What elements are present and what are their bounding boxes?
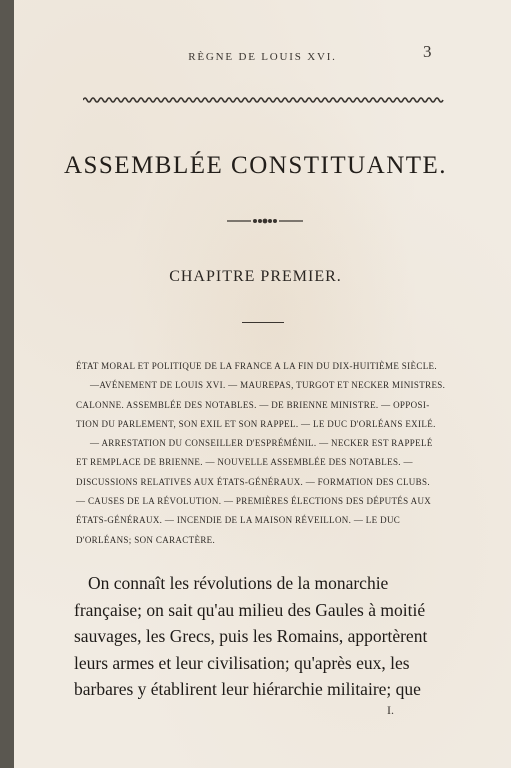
page-number: 3 [423,42,432,61]
summary-line: DISCUSSIONS RELATIVES AUX ÉTATS-GÉNÉRAUX. — FORMATION DES CLUBS. [76,476,430,487]
body-line: barbares y établirent leur hiérarchie militaire; que [74,679,421,699]
body-line: On connaît les révolutions de la monarchie [88,573,389,593]
book-page [14,0,511,768]
summary-line: — CAUSES DE LA RÉVOLUTION. — PREMIÈRES ÉLECTIONS DES DÉPUTÉS AUX [76,496,432,507]
running-head: RÈGNE DE LOUIS XVI. [188,51,337,63]
body-line: leurs armes et leur civilisation; qu'après eux, les [74,652,410,673]
short-rule [242,322,284,323]
summary-line: — ARRESTATION DU CONSEILLER D'ESPRÉMÉNIL. — NECKER EST RAPPELÉ [90,438,433,449]
summary-line: ÉTAT MORAL ET POLITIQUE DE LA FRANCE A LA FIN DU DIX-HUITIÈME SIÈCLE. [76,361,437,371]
summary-line: ÉTATS-GÉNÉRAUX. — INCENDIE DE LA MAISON RÉVEILLON. — LE DUC [76,515,401,526]
ornamental-rule [83,96,445,104]
summary-line: CALONNE. ASSEMBLÉE DES NOTABLES. — DE BRIENNE MINISTRE. — OPPOSI- [76,399,430,410]
chapter-heading: CHAPITRE PREMIER. [169,268,342,285]
signature-mark: I. [387,703,394,717]
summary-line: ET REMPLACE DE BRIENNE. — NOUVELLE ASSEMBLÉE DES NOTABLES. — [76,457,413,468]
body-line: sauvages, les Grecs, puis les Romains, apportèrent [74,626,428,646]
main-title: ASSEMBLÉE CONSTITUANTE. [63,152,448,179]
chapter-summary [76,357,470,550]
summary-line: TION DU PARLEMENT, SON EXIL ET SON RAPPEL. — LE DUC D'ORLÉANS EXILÉ. [76,418,436,429]
summary-line: —AVÉNEMENT DE LOUIS XVI. — MAUREPAS, TURGOT ET NECKER MINISTRES. [90,380,446,391]
body-paragraph [74,570,474,703]
body-line: française; on sait qu'au milieu des Gaules à moitié [74,599,426,620]
title-ornament [227,216,303,226]
summary-line: D'ORLÉANS; SON CARACTÈRE. [76,534,216,545]
